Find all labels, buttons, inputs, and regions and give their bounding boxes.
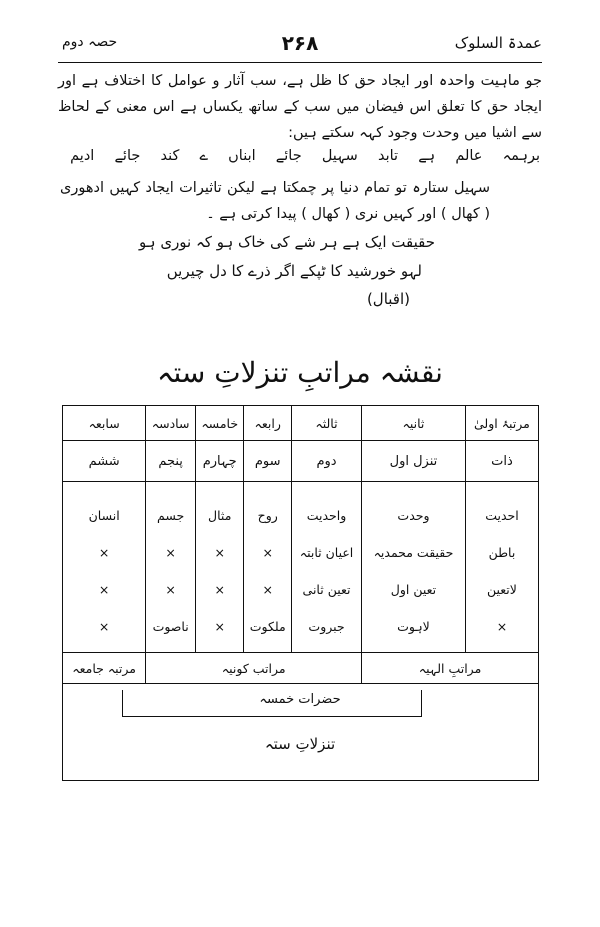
table-cell: ثانیہ xyxy=(362,406,466,441)
cell-entry: باطن xyxy=(488,545,516,560)
verse-word: ادیم xyxy=(70,148,95,164)
footer-cell-ilahiya: مراتبِ الہیہ xyxy=(362,653,539,684)
verse-word: سہیل xyxy=(321,148,358,164)
table-header-row xyxy=(63,406,539,441)
couplet-line-2: لہو خورشید کا ٹپکے اگر ذرے کا دل چیریں xyxy=(166,262,422,280)
cell-entry: واحدیت xyxy=(306,508,347,523)
cell-entry: × xyxy=(98,619,110,634)
cell-entry: × xyxy=(165,545,176,560)
table-cell: سوم xyxy=(244,441,292,482)
cell-entry: ملکوت xyxy=(249,619,286,634)
verse-word: جائے xyxy=(275,148,302,164)
page-number: ۲۶۸ xyxy=(281,31,319,55)
table-cell: تنزل اول xyxy=(362,441,466,482)
cell-entry: × xyxy=(214,545,225,560)
cell-entry: مثال xyxy=(208,508,232,523)
verse-word: عالم xyxy=(455,148,483,164)
cell-entry: حقیقت محمدیہ xyxy=(373,545,454,560)
cell-entry: × xyxy=(262,545,273,560)
cell-entry: روح xyxy=(257,508,278,523)
table-cell xyxy=(362,482,466,653)
cell-entry: لاتعین xyxy=(486,582,517,597)
couplet-attribution: (اقبال) xyxy=(366,290,410,308)
persian-verse xyxy=(70,148,540,164)
table-cell xyxy=(291,482,361,653)
cell-entry: × xyxy=(98,582,110,597)
couplet-line-1: حقیقت ایک ہے ہر شے کی خاک ہو کہ نوری ہو xyxy=(139,233,435,251)
table-cell: ششم xyxy=(63,441,146,482)
cell-entry: × xyxy=(496,619,508,634)
table-cell: سادسہ xyxy=(146,406,196,441)
cell-entry: تعین ثانی xyxy=(302,582,351,597)
table-stage-row xyxy=(63,441,539,482)
cell-entry: × xyxy=(214,582,225,597)
table-footer-row xyxy=(63,653,539,684)
table-cell: خامسہ xyxy=(195,406,243,441)
verse-word: برہمہ xyxy=(502,148,540,164)
cell-entry: × xyxy=(214,619,225,634)
verse-word: ے xyxy=(199,148,208,164)
cell-entry: تعین اول xyxy=(390,582,437,597)
verse-word: جائے xyxy=(114,148,141,164)
cell-entry: اعیان ثابتہ xyxy=(299,545,354,560)
tanazzulat-label: تنزلاتِ ستہ xyxy=(264,735,336,753)
hazarat-label: حضرات خمسہ xyxy=(259,692,341,707)
table-cell xyxy=(465,482,538,653)
verse-word: تابد xyxy=(377,148,399,164)
table-cell xyxy=(244,482,292,653)
table-cell: ذات xyxy=(465,441,538,482)
table-cell: دوم xyxy=(291,441,361,482)
table-cell: سابعہ xyxy=(63,406,146,441)
footer-cell-jamia: مرتبہ جامعہ xyxy=(63,653,146,684)
stages-table xyxy=(62,405,539,684)
part-label: حصہ دوم xyxy=(62,34,118,50)
table-cell: مرتبۂ اولیٰ xyxy=(465,406,538,441)
table-cell: چہارم xyxy=(195,441,243,482)
table-cell: پنجم xyxy=(146,441,196,482)
table-title: نقشہ مراتبِ تنزلاتِ ستہ xyxy=(157,356,443,389)
table-body-row xyxy=(63,482,539,653)
cell-entry: انسان xyxy=(88,508,120,523)
verse-word: ہے xyxy=(418,148,436,164)
verse-word: کند xyxy=(160,148,180,164)
table-cell xyxy=(195,482,243,653)
table-cell: رابعہ xyxy=(244,406,292,441)
cell-entry: جبروت xyxy=(308,619,345,634)
paragraph-1: جو ماہیت واحدہ اور ایجاد حق کا ظل ہے، سب آثار و عوامل کا اختلاف ہے اور ایجاد حق کا تعلق اس فیضان میں سب کے ساتھ یکساں ہے اس معنی کے لحاظ سے اشیا میں وحدت وجود کہہ سکتے ہیں: xyxy=(58,73,542,141)
cell-entry: احدیت xyxy=(485,508,519,523)
book-title: عمدۃ السلوک xyxy=(454,34,542,52)
header-rule xyxy=(58,62,542,63)
cell-entry: جسم xyxy=(157,508,185,523)
cell-entry: × xyxy=(165,582,176,597)
cell-entry: × xyxy=(98,545,110,560)
cell-entry: ناصوت xyxy=(152,619,189,634)
footer-cell-kawniya: مراتب کونیہ xyxy=(146,653,362,684)
cell-entry: وحدت xyxy=(397,508,430,523)
table-cell: ثالثہ xyxy=(291,406,361,441)
verse-word: ابناں xyxy=(228,148,256,164)
cell-entry: × xyxy=(262,582,273,597)
table-cell xyxy=(63,482,146,653)
paragraph-2: سہیل ستارہ تو تمام دنیا پر چمکتا ہے لیکن تاثیرات ایجاد کہیں ادھوری ( کھال ) اور کہیں نری ( کھال ) پیدا کرتی ہے ۔ xyxy=(60,180,490,222)
table-cell xyxy=(146,482,196,653)
cell-entry: لاہوت xyxy=(397,619,430,634)
